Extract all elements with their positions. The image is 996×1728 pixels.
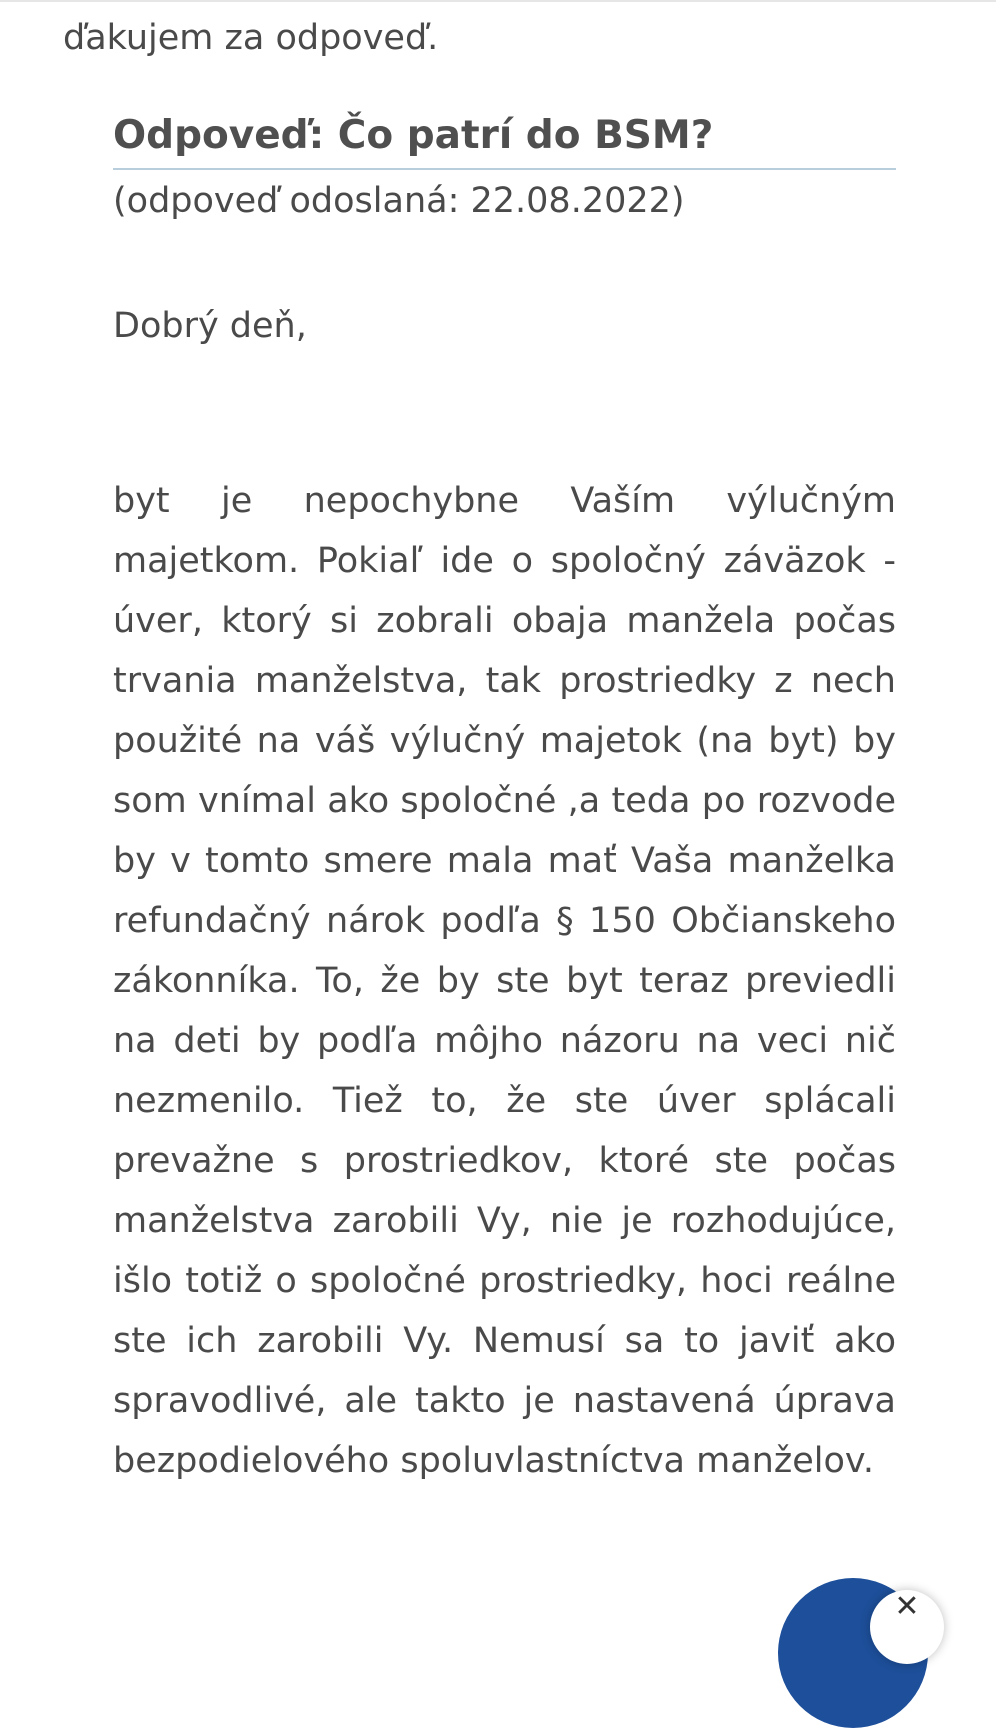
close-button[interactable] <box>870 1590 944 1664</box>
answer-body: byt je nepochybne Vaším výlučným majetkom. Pokiaľ ide o spoločný záväzok - úver, ktorý si zobrali obaja manžela počas trvania manželstva, tak prostriedky z nech použité na váš výlučný majetok (na byt) by som vnímal ako spoločné ,a teda po rozvode by v tomto smere mala mať Vaša manželka refundačný nárok podľa § 150 Občianskeho zákonníka. To, že by ste byt teraz previedli na deti by podľa môjho názoru na veci nič nezmenilo. Tiež to, že ste úver splácali prevažne s prostriedkov, ktoré ste počas manželstva zarobili Vy, nie je rozhodujúce, išlo totiž o spoločné prostriedky, hoci reálne ste ich zarobili Vy. Nemusí sa to javiť ako spravodlivé, ale takto je nastavená úprava bezpodielového spoluvlastníctva manželov. <box>113 481 896 1481</box>
top-divider <box>0 0 996 2</box>
answer-title: Odpoveď: Čo patrí do BSM? <box>113 110 896 170</box>
previous-message-text: ďakujem za odpoveď. <box>63 18 439 58</box>
answer-header <box>113 110 896 226</box>
answer-greeting: Dobrý deň, <box>113 306 307 346</box>
answer-date: (odpoveď odoslaná: 22.08.2022) <box>113 181 685 221</box>
close-icon: ✕ <box>894 1589 920 1624</box>
